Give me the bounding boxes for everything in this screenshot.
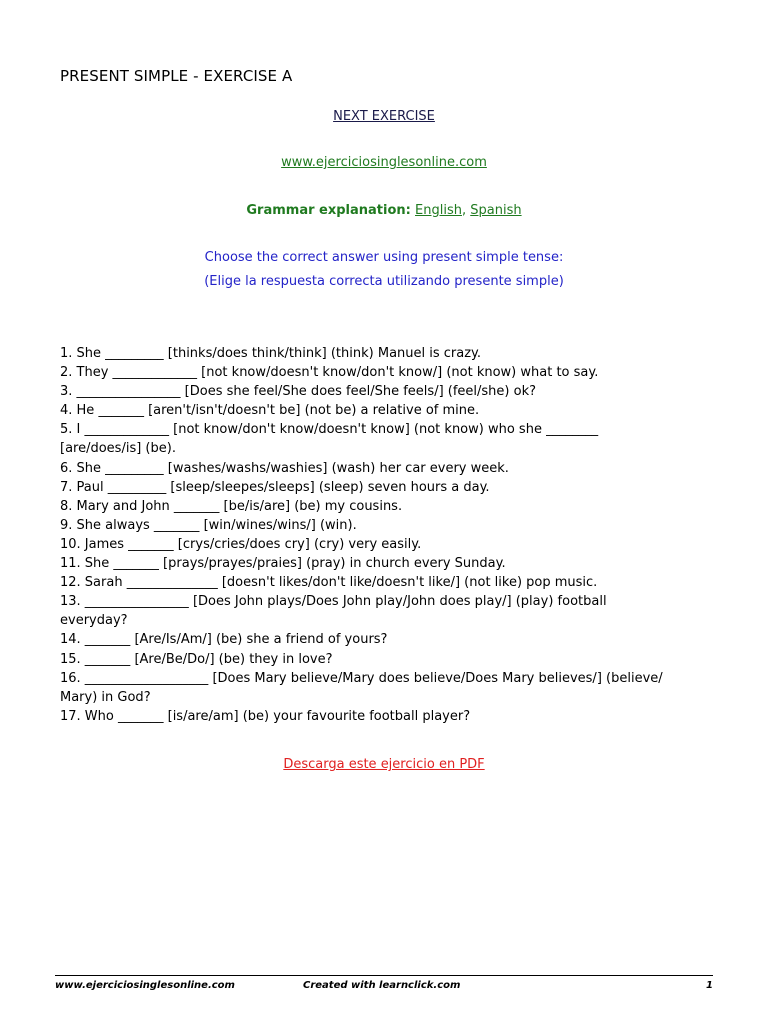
grammar-explanation [0, 202, 768, 220]
website-label[interactable]: www.ejerciciosinglesonline.com [281, 155, 487, 170]
footer-divider [55, 975, 713, 976]
grammar-separator: , [461, 203, 467, 218]
instruction-spanish: (Elige la respuesta correcta utilizando presente simple) [204, 274, 564, 289]
question-line: 8. Mary and John _______ [be/is/are] (be) my cousins. [60, 498, 403, 514]
question-line: 7. Paul _________ [sleep/sleepes/sleeps] (sleep) seven hours a day. [60, 479, 490, 495]
question-line: 11. She _______ [prays/prayes/praies] (pray) in church every Sunday. [60, 556, 506, 572]
website-link[interactable] [0, 154, 768, 172]
question-line: 6. She _________ [washes/washs/washies] (wash) her car every week. [60, 460, 509, 476]
instruction-english: Choose the correct answer using present simple tense: [204, 250, 564, 265]
question-line: 13. ________________ [Does John plays/Does John play/John does play/] (play) football [60, 594, 607, 610]
grammar-spanish-link[interactable]: Spanish [470, 203, 522, 218]
question-line: 1. She _________ [thinks/does think/think] (think) Manuel is crazy. [60, 346, 482, 361]
question-line: 10. James _______ [crys/cries/does cry] (cry) very easily. [60, 536, 422, 552]
question-line: 14. _______ [Are/Is/Am/] (be) she a friend of yours? [60, 632, 388, 648]
footer-created-with: Created with learnclick.com [303, 980, 461, 991]
pdf-download-link[interactable] [0, 756, 768, 774]
question-line: 17. Who _______ [is/are/am] (be) your favourite football player? [60, 708, 471, 724]
question-list [60, 344, 720, 726]
next-exercise-label[interactable]: NEXT EXERCISE [333, 109, 435, 124]
grammar-label: Grammar explanation: [246, 203, 411, 218]
question-line: [are/does/is] (be). [60, 441, 176, 457]
footer-page-number: 1 [706, 980, 713, 991]
question-line: 9. She always _______ [win/wines/wins/] (win). [60, 517, 357, 533]
question-line: everyday? [60, 613, 128, 629]
question-line: 4. He _______ [aren't/isn't/doesn't be] (not be) a relative of mine. [60, 403, 480, 419]
question-line: 12. Sarah ______________ [doesn't likes/don't like/doesn't like/] (not like) pop music. [60, 575, 598, 591]
question-line: 3. ________________ [Does she feel/She does feel/She feels/] (feel/she) ok? [60, 384, 537, 400]
question-line: 16. ___________________ [Does Mary believe/Mary does believe/Does Mary believes/] (believe/ [60, 670, 663, 686]
question-line: 5. I _____________ [not know/don't know/doesn't know] (not know) who she ________ [60, 422, 599, 438]
grammar-english-link[interactable]: English [415, 203, 462, 218]
question-line: 2. They _____________ [not know/doesn't know/don't know/] (not know) what to say. [60, 365, 599, 381]
question-line: 15. _______ [Are/Be/Do/] (be) they in love? [60, 651, 333, 667]
question-line: Mary) in God? [60, 689, 151, 705]
footer-website: www.ejerciciosinglesonline.com [55, 980, 235, 991]
page-title: PRESENT SIMPLE - EXERCISE A [60, 67, 293, 85]
next-exercise-link[interactable] [0, 108, 768, 126]
pdf-download-label[interactable]: Descarga este ejercicio en PDF [283, 757, 485, 772]
